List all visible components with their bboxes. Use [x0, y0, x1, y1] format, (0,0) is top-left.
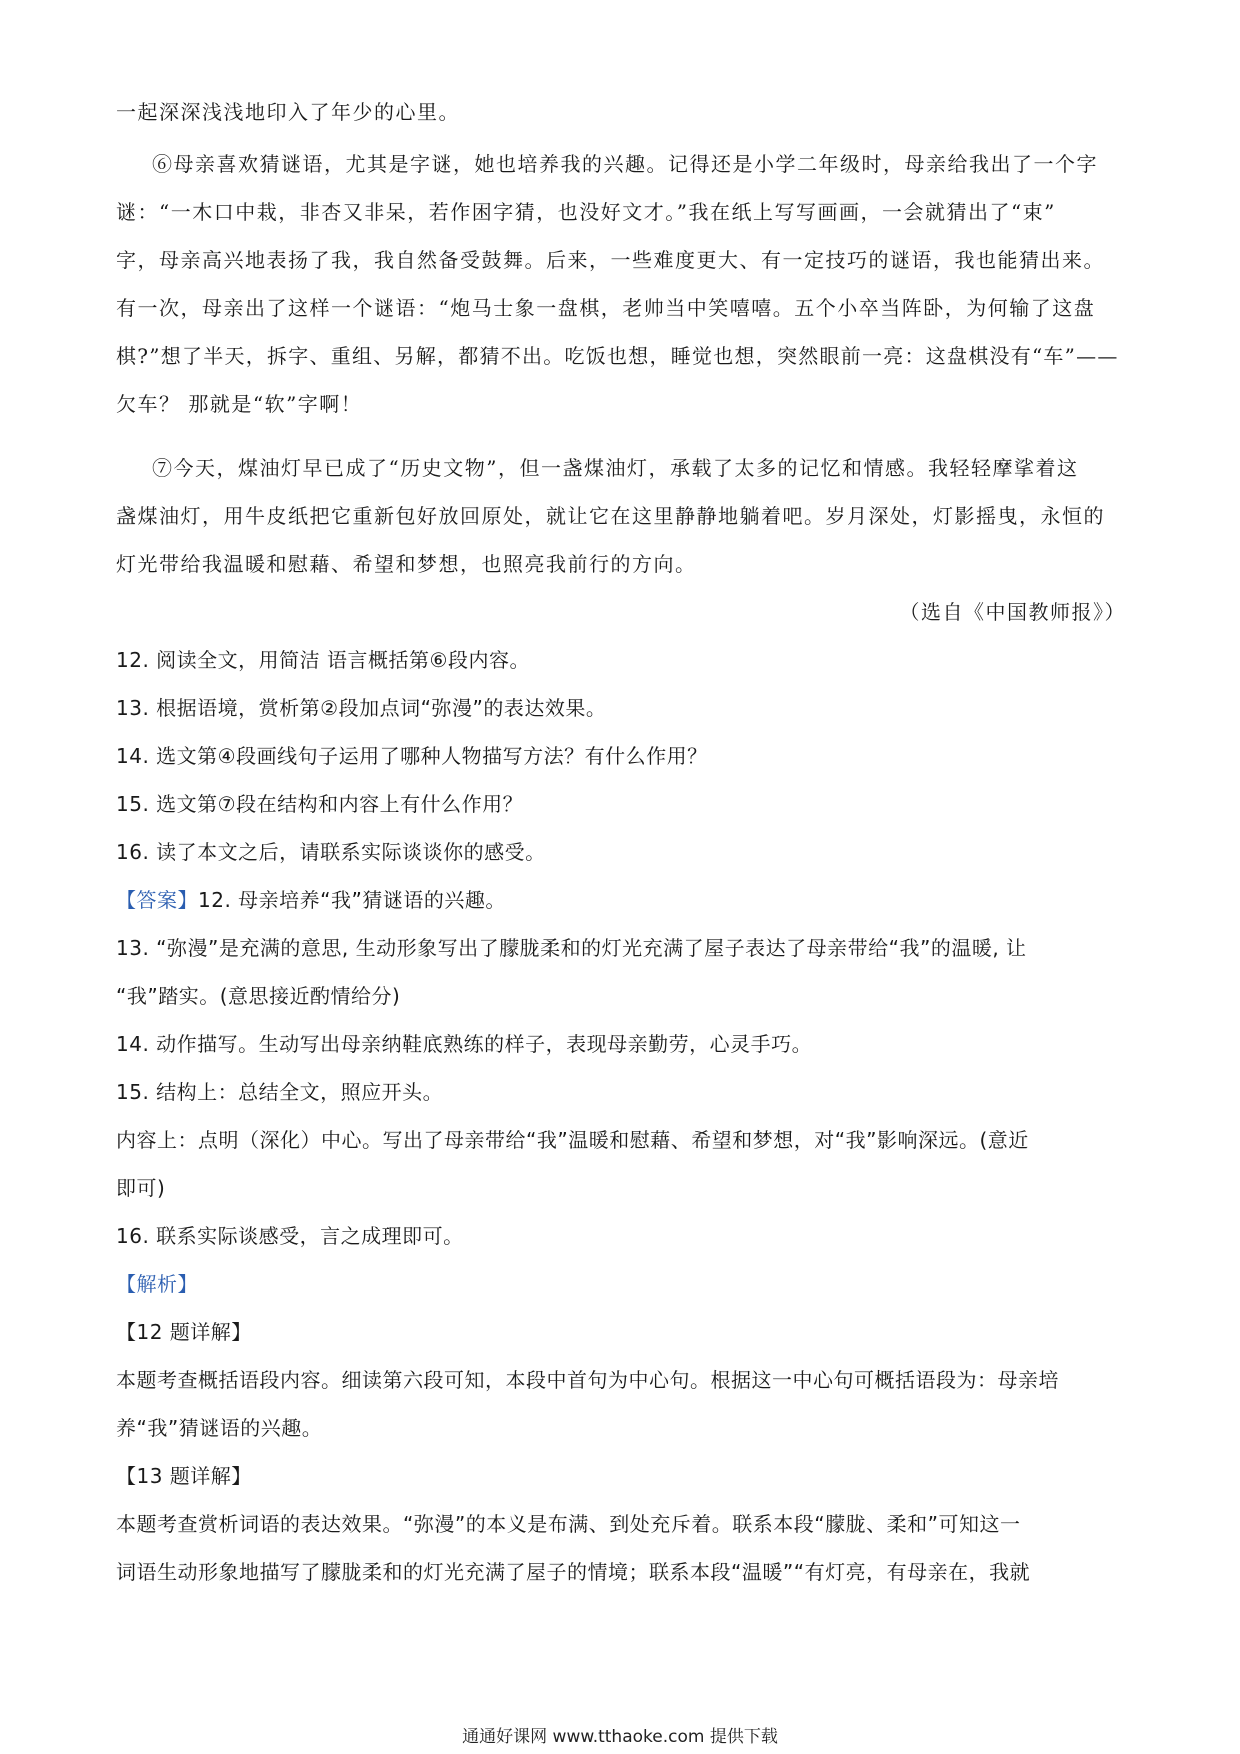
- answer-line: “我”踏实。(意思接近酌情给分): [116, 984, 401, 1008]
- question-16: 16. 读了本文之后，请联系实际谈谈你的感受。: [116, 840, 546, 864]
- passage-line: 一起深深浅浅地印入了年少的心里。: [116, 100, 460, 124]
- analysis-q12-line: 养“我”猜谜语的兴趣。: [116, 1416, 323, 1440]
- passage-line: 盏煤油灯，用牛皮纸把它重新包好放回原处，就让它在这里静静地躺着吧。岁月深处，灯影摇曳，永恒的: [116, 504, 1105, 528]
- answer-line: 13. “弥漫”是充满的意思, 生动形象写出了朦胧柔和的灯光充满了屋子表达了母亲带给“我”的温暖, 让: [116, 936, 1027, 960]
- analysis-tag: 【解析】: [116, 1272, 198, 1296]
- passage-line: 灯光带给我温暖和慰藉、希望和梦想，也照亮我前行的方向。: [116, 552, 697, 576]
- answer-line: 内容上：点明（深化）中心。写出了母亲带给“我”温暖和慰藉、希望和梦想，对“我”影响深远。(意近: [116, 1128, 1029, 1152]
- page-footer: 通通好课网 www.tthaoke.com 提供下载: [462, 1727, 778, 1747]
- analysis-q13-heading: 【13 题详解】: [116, 1464, 252, 1488]
- passage-line: 有一次，母亲出了这样一个谜语：“炮马士象一盘棋，老帅当中笑嘻嘻。五个小卒当阵卧，为何输了这盘: [116, 296, 1096, 320]
- passage-line: 字，母亲高兴地表扬了我，我自然备受鼓舞。后来，一些难度更大、有一定技巧的谜语，我也能猜出来。: [116, 248, 1105, 272]
- analysis-q13-line: 词语生动形象地描写了朦胧柔和的灯光充满了屋子的情境；联系本段“温暖”“有灯亮，有母亲在，我就: [116, 1560, 1031, 1584]
- answer-12-line: [116, 886, 506, 914]
- answer-tag: 【答案】: [116, 888, 198, 912]
- analysis-q13-line: 本题考查赏析词语的表达效果。“弥漫”的本义是布满、到处充斥着。联系本段“朦胧、柔和”可知这一: [116, 1512, 1021, 1536]
- analysis-q12-line: 本题考查概括语段内容。细读第六段可知，本段中首句为中心句。根据这一中心句可概括语段为：母亲培: [116, 1368, 1059, 1392]
- answer-line: 即可): [116, 1176, 166, 1200]
- passage-line: 谜：“一木口中栽，非杏又非呆，若作困字猜，也没好文才。”我在纸上写写画画，一会就猜出了“束”: [116, 200, 1056, 224]
- answer-line: 16. 联系实际谈感受，言之成理即可。: [116, 1224, 464, 1248]
- passage-line: 棋?”想了半天，拆字、重组、另解，都猜不出。吃饭也想，睡觉也想，突然眼前一亮：这盘棋没有“车”——: [116, 344, 1119, 368]
- passage-paragraph-6-start: ⑥母亲喜欢猜谜语，尤其是字谜，她也培养我的兴趣。记得还是小学二年级时，母亲给我出了一个字: [152, 152, 1098, 176]
- answer-line: 15. 结构上：总结全文，照应开头。: [116, 1080, 444, 1104]
- question-15: 15. 选文第⑦段在结构和内容上有什么作用？: [116, 792, 524, 816]
- question-13: 13. 根据语境，赏析第②段加点词“弥漫”的表达效果。: [116, 696, 607, 720]
- passage-line: 欠车？ 那就是“软”字啊！: [116, 392, 363, 416]
- question-14: 14. 选文第④段画线句子运用了哪种人物描写方法？有什么作用？: [116, 744, 708, 768]
- answer-line: 14. 动作描写。生动写出母亲纳鞋底熟练的样子，表现母亲勤劳，心灵手巧。: [116, 1032, 813, 1056]
- analysis-q12-heading: 【12 题详解】: [116, 1320, 252, 1344]
- answer-12: 12. 母亲培养“我”猜谜语的兴趣。: [198, 888, 506, 912]
- question-12: 12. 阅读全文，用简洁 语言概括第⑥段内容。: [116, 648, 530, 672]
- passage-paragraph-7-start: ⑦今天，煤油灯早已成了“历史文物”，但一盏煤油灯，承载了太多的记忆和情感。我轻轻摩挲着这: [152, 456, 1079, 480]
- passage-source: （选自《中国教师报》）: [899, 600, 1126, 624]
